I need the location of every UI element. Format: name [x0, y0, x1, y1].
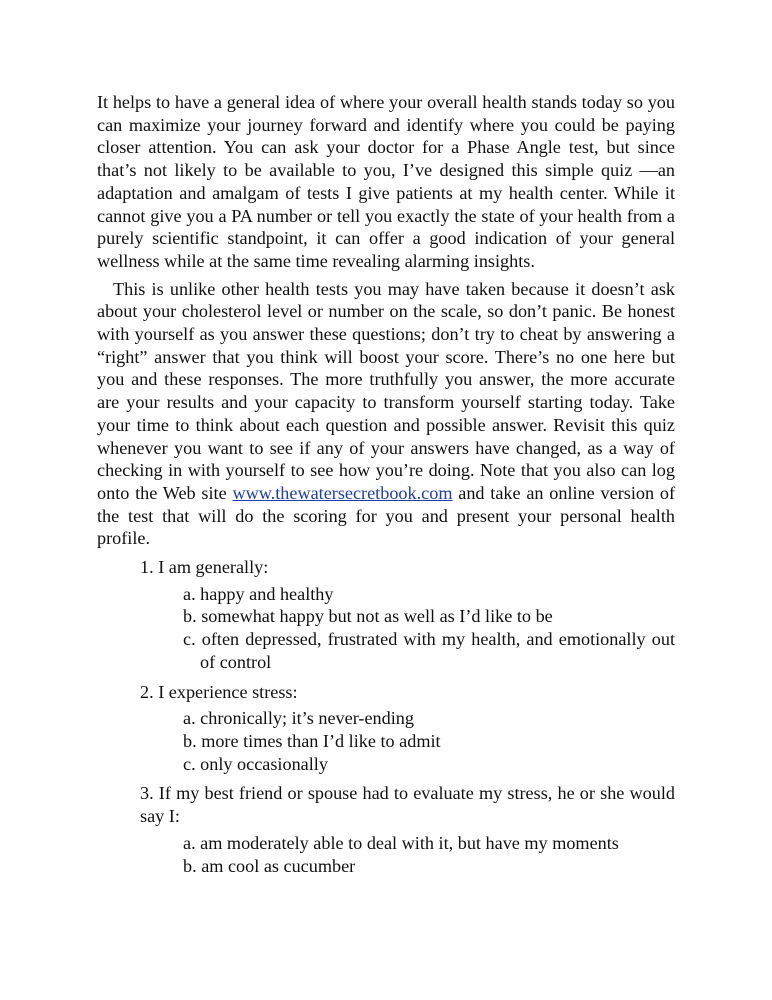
question-text: 1. I am generally: — [140, 557, 269, 578]
paragraph-text: and take an online version of the test that will do the scoring for you and present your personal health profile. — [97, 482, 675, 549]
question-text: 3. If my best friend or spouse had to evaluate my stress, he or she would say I: — [140, 783, 675, 827]
answer-option: b. more times than I’d like to admit — [183, 730, 441, 751]
answer-option: c. often depressed, frustrated with my health, and emotionally out of control — [183, 629, 675, 672]
answer-option: b. somewhat happy but not as well as I’d like to be — [183, 606, 553, 627]
answer-list — [183, 583, 675, 674]
page-content — [97, 91, 675, 877]
paragraph-text: This is unlike other health tests you may have taken because it doesn’t ask about your cholesterol level or number on the scale, so don’t panic. Be honest with yourself as you answer these questions; don’t try to cheat by answering a “right” answer that you think will boost your score. There’s no one here but you and these responses. The more truthfully you answer, the more accurate are your results and your capacity to transform yourself starting today. Take your time to think about each question and possible answer. Revisit this quiz whenever you want to see if any of your answers have changed, as a way of checking in with yourself to see how you’re doing. Note that you also can log onto the Web site — [97, 278, 675, 503]
answer-list — [183, 832, 675, 877]
intro-paragraph-2 — [97, 278, 675, 550]
answer-option: a. happy and healthy — [183, 583, 334, 604]
answer-option: a. am moderately able to deal with it, but have my moments — [183, 832, 619, 853]
intro-paragraph-1: It helps to have a general idea of where your overall health stands today so you can maximize your journey forward and identify where you could be paying closer attention. You can ask your doctor for a Phase Angle test, but since that’s not likely to be available to you, I’ve designed this simple quiz —an adaptation and amalgam of tests I give patients at my health center. While it cannot give you a PA number or tell you exactly the state of your health from a purely scientific standpoint, it can offer a good indication of your general wellness while at the same time revealing alarming insights. — [97, 92, 675, 271]
question-text: 2. I experience stress: — [140, 681, 298, 702]
quiz-question-2 — [97, 681, 675, 776]
answer-option: c. only occasionally — [183, 753, 328, 774]
answer-option: b. am cool as cucumber — [183, 855, 356, 876]
quiz-question-3 — [97, 782, 675, 877]
website-link[interactable]: www.thewatersecretbook.com — [232, 482, 453, 503]
quiz-question-1 — [97, 556, 675, 674]
answer-option: a. chronically; it’s never-ending — [183, 708, 414, 729]
answer-list — [183, 707, 675, 775]
